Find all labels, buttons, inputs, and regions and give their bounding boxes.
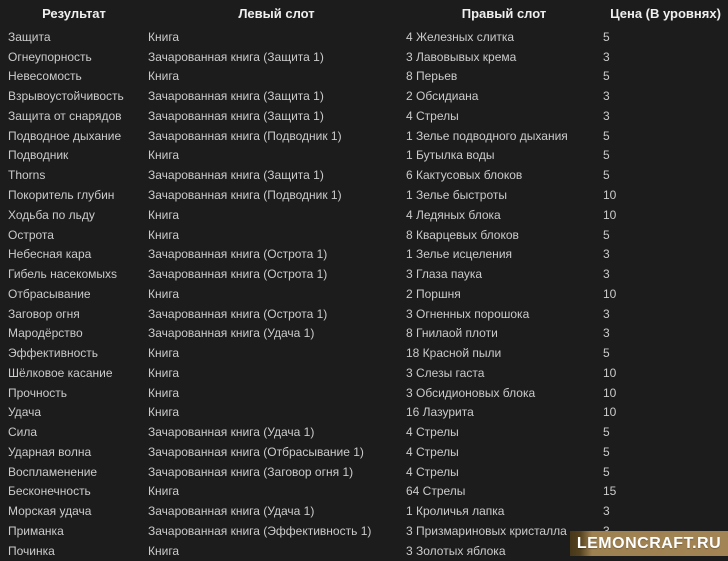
result-cell: Взрывоустойчивость [8,89,124,104]
table-row [0,284,728,304]
right-slot-cell: 4 Стрелы [406,108,459,123]
result-cell: Защита от снарядов [8,108,122,123]
left-slot-cell: Зачарованная книга (Удача 1) [148,326,315,341]
left-slot-cell: Книга [148,365,180,380]
table-row [0,501,728,521]
right-slot-cell: 1 Зелье подводного дыхания [406,128,568,143]
price-cell: 5 [603,444,610,459]
result-cell: Эффективность [8,346,99,361]
left-slot-cell: Книга [148,385,180,400]
left-slot-cell: Книга [148,286,180,301]
price-cell: 10 [603,405,617,420]
right-slot-cell: 3 Призмариновых кристалла [406,524,567,539]
table-row [0,304,728,324]
result-cell: Прочность [8,385,68,400]
table-row [0,165,728,185]
right-slot-cell: 3 Лавовывых крема [406,49,517,64]
result-cell: Подводник [8,148,69,163]
right-slot-cell: 1 Кроличья лапка [406,504,505,519]
table-row [0,422,728,442]
right-slot-cell: 4 Стрелы [406,425,459,440]
result-cell: Защита [8,29,51,44]
left-slot-cell: Зачарованная книга (Защита 1) [148,168,324,183]
price-cell: 3 [603,247,610,262]
result-cell: Невесомость [8,69,82,84]
right-slot-cell: 8 Кварцевых блоков [406,227,519,242]
price-cell: 5 [603,464,610,479]
price-cell: 3 [603,504,610,519]
result-cell: Отбрасывание [8,286,91,301]
right-slot-cell: 8 Гнилаой плоти [406,326,498,341]
table-row [0,146,728,166]
result-cell: Сила [8,425,38,440]
right-slot-cell: 1 Зелье исцеления [406,247,513,262]
right-slot-cell: 64 Стрелы [406,484,466,499]
left-slot-cell: Зачарованная книга (Острота 1) [148,247,328,262]
left-slot-cell: Зачарованная книга (Острота 1) [148,306,328,321]
table-row [0,67,728,87]
price-cell: 5 [603,29,610,44]
table-row [0,106,728,126]
table-row [0,462,728,482]
table-header-row [0,0,728,27]
table-row [0,323,728,343]
table-row [0,403,728,423]
right-slot-cell: 3 Огненных порошока [406,306,530,321]
result-cell: Подводное дыхание [8,128,122,143]
column-header-left-slot: Левый слот [238,6,315,21]
right-slot-cell: 2 Поршня [406,286,461,301]
result-cell: Ходьба по льду [8,207,95,222]
right-slot-cell: 4 Стрелы [406,464,459,479]
left-slot-cell: Зачарованная книга (Защита 1) [148,108,324,123]
price-cell: 3 [603,108,610,123]
table-row [0,482,728,502]
right-slot-cell: 16 Лазурита [406,405,474,420]
price-cell: 10 [603,385,617,400]
left-slot-cell: Зачарованная книга (Заговор огня 1) [148,464,354,479]
result-cell: Небесная кара [8,247,92,262]
left-slot-cell: Зачарованная книга (Отбрасывание 1) [148,444,364,459]
price-cell: 3 [603,89,610,104]
table-row [0,185,728,205]
column-header-result: Результат [42,6,106,21]
result-cell: Огнеупорность [8,49,92,64]
result-cell: Покоритель глубин [8,188,115,202]
left-slot-cell: Книга [148,29,180,44]
left-slot-cell: Зачарованная книга (Защита 1) [148,89,324,104]
right-slot-cell: 4 Ледяных блока [406,207,501,222]
result-cell: Удача [8,405,42,420]
right-slot-cell: 1 Зелье быстроты [406,188,507,202]
left-slot-cell: Книга [148,543,180,558]
result-cell: Ударная волна [8,444,92,459]
result-cell: Мародёрство [8,326,83,341]
price-cell: 5 [603,346,610,361]
watermark-badge [570,531,728,556]
left-slot-cell: Зачарованная книга (Подводник 1) [148,188,342,202]
left-slot-cell: Книга [148,207,180,222]
right-slot-cell: 3 Слезы гаста [406,365,485,380]
left-slot-cell: Книга [148,69,180,84]
result-cell: Острота [8,227,54,242]
table-row [0,442,728,462]
price-cell: 5 [603,128,610,143]
table-row [0,363,728,383]
table-row [0,264,728,284]
left-slot-cell: Зачарованная книга (Эффективность 1) [148,524,372,539]
right-slot-cell: 18 Красной пыли [406,346,502,361]
table-row [0,126,728,146]
column-header-right-slot: Правый слот [461,6,547,21]
left-slot-cell: Зачарованная книга (Острота 1) [148,267,328,282]
left-slot-cell: Книга [148,484,180,499]
price-cell: 5 [603,148,610,163]
column-header-price: Цена (В уровнях) [610,6,721,21]
left-slot-cell: Книга [148,405,180,420]
result-cell: Thorns [8,168,46,183]
table-row [0,383,728,403]
left-slot-cell: Книга [148,346,180,361]
table-row [0,47,728,67]
price-cell: 5 [603,425,610,440]
table-row [0,244,728,264]
right-slot-cell: 3 Золотых яблока [406,543,506,558]
table-row [0,86,728,106]
result-cell: Воспламенение [8,464,98,479]
right-slot-cell: 3 Глаза паука [406,267,483,282]
price-cell: 10 [603,365,617,380]
result-cell: Приманка [8,524,64,539]
price-cell: 5 [603,168,610,183]
right-slot-cell: 3 Обсидионовых блока [406,385,536,400]
result-cell: Заговор огня [8,306,80,321]
right-slot-cell: 1 Бутылка воды [406,148,495,163]
left-slot-cell: Книга [148,148,180,163]
price-cell: 3 [603,326,610,341]
result-cell: Гибель насекомыхs [8,267,118,282]
left-slot-cell: Зачарованная книга (Удача 1) [148,425,315,440]
table-row [0,343,728,363]
result-cell: Морская удача [8,504,92,519]
right-slot-cell: 4 Стрелы [406,444,459,459]
left-slot-cell: Зачарованная книга (Удача 1) [148,504,315,519]
right-slot-cell: 2 Обсидиана [406,89,479,104]
right-slot-cell: 6 Кактусовых блоков [406,168,523,183]
table-body [0,27,728,561]
price-cell: 10 [603,188,617,202]
right-slot-cell: 8 Перьев [406,69,458,84]
left-slot-cell: Зачарованная книга (Защита 1) [148,49,324,64]
price-cell: 3 [603,306,610,321]
price-cell: 10 [603,207,617,222]
price-cell: 10 [603,286,617,301]
result-cell: Бесконечность [8,484,91,499]
table-row [0,27,728,47]
right-slot-cell: 4 Железных слитка [406,29,515,44]
left-slot-cell: Книга [148,227,180,242]
table-row [0,205,728,225]
price-cell: 3 [603,267,610,282]
watermark-label: LEMONCRAFT.RU [576,534,722,552]
price-cell: 5 [603,69,610,84]
price-cell: 5 [603,227,610,242]
left-slot-cell: Зачарованная книга (Подводник 1) [148,128,342,143]
table-row [0,225,728,245]
price-cell: 3 [603,49,610,64]
price-cell: 15 [603,484,617,499]
result-cell: Шёлковое касание [8,365,113,380]
result-cell: Починка [8,543,55,558]
